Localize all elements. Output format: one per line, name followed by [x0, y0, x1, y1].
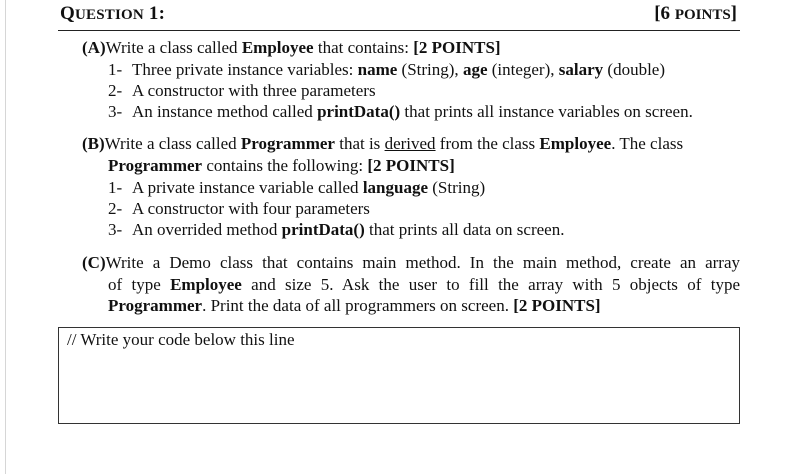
- part-a-item-2: 2- A constructor with three parameters: [108, 81, 376, 100]
- question-title: QUESTION 1:: [60, 3, 166, 24]
- title-divider: [58, 30, 740, 31]
- part-b-intro: (B)Write a class called Programmer that is derived from the class Employee. The class: [82, 134, 684, 153]
- part-a-intro: (A)Write a class called Employee that contains: [2 POINTS]: [82, 38, 501, 57]
- part-c-line-3: Programmer. Print the data of all programmers on screen. [2 POINTS]: [108, 296, 601, 315]
- question-points: [6 POINTS]: [654, 3, 737, 24]
- part-c-line-1: (C)Write a Demo class that contains main method. In the main method, create an array: [82, 253, 740, 272]
- part-b-item-1: 1- A private instance variable called language (String): [108, 178, 486, 197]
- part-a-item-3: 3- An instance method called printData() that prints all instance variables on screen.: [108, 102, 693, 121]
- part-b-item-3: 3- An overrided method printData() that prints all data on screen.: [108, 220, 565, 239]
- answer-comment: // Write your code below this line: [67, 330, 295, 349]
- part-b-intro-cont: Programmer contains the following: [2 POINTS]: [108, 156, 455, 175]
- part-a-item-1: 1- Three private instance variables: name (String), age (integer), salary (double): [108, 60, 665, 79]
- page-left-edge: [5, 0, 6, 474]
- answer-box[interactable]: [58, 327, 740, 424]
- part-b-item-2: 2- A constructor with four parameters: [108, 199, 370, 218]
- part-c-line-2: of type Employee and size 5. Ask the user to fill the array with 5 objects of type: [108, 275, 740, 294]
